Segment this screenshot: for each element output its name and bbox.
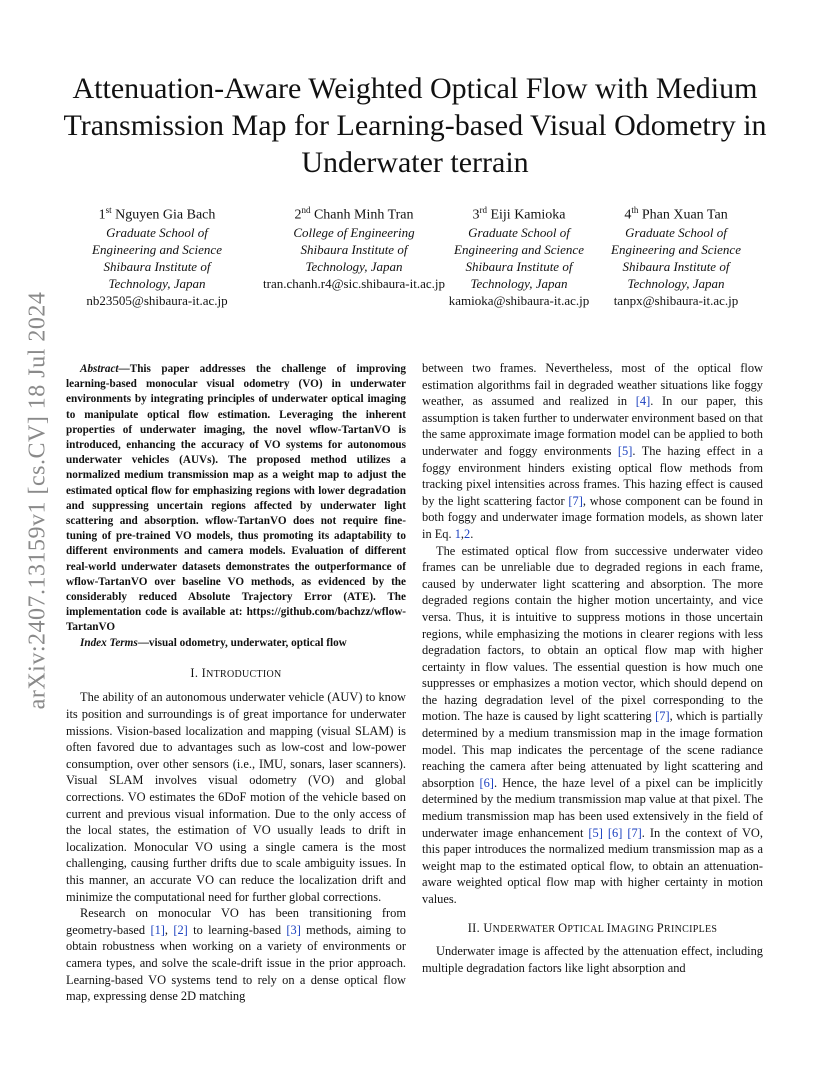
equation-link[interactable]: 1 bbox=[454, 526, 461, 541]
citation-link[interactable]: [6] bbox=[607, 825, 623, 840]
paragraph: Underwater image is affected by the attenuation effect, including multiple degradation factors like light absorption and bbox=[422, 944, 763, 975]
author-affiliation: Technology, Japan bbox=[470, 275, 568, 291]
citation-link[interactable]: [7] bbox=[627, 825, 642, 840]
author-name: 4th Phan Xuan Tan bbox=[624, 205, 728, 223]
index-terms-text: —visual odometry, underwater, optical flow bbox=[137, 636, 347, 649]
author-affiliation: Technology, Japan bbox=[305, 258, 403, 274]
citation-link[interactable]: [7] bbox=[568, 493, 583, 508]
author-name: 2nd Chanh Minh Tran bbox=[294, 205, 414, 223]
arxiv-identifier-text: arXiv:2407.13159v1 [cs.CV] 18 Jul 2024 bbox=[24, 291, 51, 709]
author-affiliation: Engineering and Science bbox=[611, 241, 741, 257]
author-email: tanpx@shibaura-it.ac.jp bbox=[613, 292, 739, 308]
author-email: tran.chanh.r4@sic.shibaura-it.ac.jp bbox=[263, 275, 445, 291]
author-affiliation: Engineering and Science bbox=[454, 241, 584, 257]
author-affiliation: Technology, Japan bbox=[627, 275, 725, 291]
author-affiliation: Shibaura Institute of bbox=[465, 258, 573, 274]
author-affiliation: Graduate School of bbox=[625, 224, 727, 240]
author-affiliation: Technology, Japan bbox=[108, 275, 206, 291]
author-affiliation: Shibaura Institute of bbox=[622, 258, 730, 274]
paragraph: Research on monocular VO has been transitioning from geometry-based [1], [2] to learning-based [3] methods, aiming to obtain robustness when working on a variety of environments or camera types, and solve the scale-drift issue in the prior approach. Learning-based VO systems tend to rely on a dense optical flow map, expressing dense 2D matching bbox=[66, 906, 406, 1004]
citation-link[interactable]: [5] bbox=[617, 443, 633, 458]
author-block-4 bbox=[600, 202, 752, 309]
citation-link[interactable]: [4] bbox=[635, 394, 651, 409]
equation-link[interactable]: 2 bbox=[464, 526, 471, 541]
paragraph: The ability of an autonomous underwater vehicle (AUV) to know its position and surroundings is of great importance for underwater missions. Vision-based localization and mapping (visual SLAM) is often favored due to advantages such as low-cost and low-power consumption, over other sensors (i.e., IMU, sonars, laser scanners). Visual SLAM involves visual odometry (VO) and global corrections. VO estimates the 6DoF motion of the vehicle based on current and previous visual information. Due to the only access of the local states, the estimation of VO usually leads to drift in localization. Monocular VO using a single camera is the most challenging, causing further drifts due to scale ambiguity issues. In this manner, an accurate VO can reduce the localization drift and minimize the computational need for further global corrections. bbox=[66, 690, 406, 904]
abstract-label: Abstract bbox=[80, 363, 119, 375]
citation-link[interactable]: [3] bbox=[286, 922, 301, 937]
author-affiliation: Shibaura Institute of bbox=[300, 241, 408, 257]
code-link[interactable]: https://github.com/bachzz/wflow-TartanVO bbox=[66, 606, 406, 634]
citation-link[interactable]: [1] bbox=[150, 922, 165, 937]
paragraph: between two frames. Nevertheless, most of the optical flow estimation algorithms fail in degraded weather situations like foggy weather, as assumed and realized in [4]. In our paper, this assumption is taken further to underwater environment based on that the same approximate image formation model can be applied to both underwater and foggy environments [5]. The hazing effect in a foggy environment hinders existing optical flow methods from tracking pixel intensities across frames. This hazing effect is caused by the light scattering factor [7], whose component can be found in both foggy and underwater image formation models, as shown later in Eq. 1,2. bbox=[422, 361, 763, 541]
abstract bbox=[66, 362, 406, 636]
right-column bbox=[422, 360, 763, 976]
citation-link[interactable]: [5] bbox=[588, 825, 603, 840]
section-heading-introduction: I. INTRODUCTION bbox=[190, 665, 282, 680]
author-affiliation: Graduate School of bbox=[468, 224, 570, 240]
paper-title: Attenuation-Aware Weighted Optical Flow with Medium Transmission Map for Learning-based Visual Odometry in Underwater terrain bbox=[63, 72, 767, 179]
citation-link[interactable]: [7] bbox=[655, 709, 670, 724]
author-name: 3rd Eiji Kamioka bbox=[472, 205, 566, 223]
paragraph: The estimated optical flow from successive underwater video frames can be unreliable due to degraded regions in each frame, caused by underwater light scattering and absorption. The more degraded regions contain the higher motion uncertainty, and vice versa. Thus, it is intuitive to suppress motions in those uncertain regions, while emphasizing the motions in clearer regions with less degradation factors, to obtain an optical flow map with higher certainty in flow values. The essential question is how much one suppresses or emphasizes a motion vector, which should depend on the hazing degradation level of the pixel corresponding to the motion. The haze is caused by light scattering [7], which is partially determined by a medium transmission map in the image formation model. This map indicates the percentage of the scene radiance reaching the camera after being attenuated by light scattering and absorption [6]. Hence, the haze level of a pixel can be implicitly determined by the medium transmission map value at that pixel. The medium transmission map has been used extensively in the field of underwater image enhancement [5] [6] [7]. In the context of VO, this paper introduces the normalized medium transmission map as a weight map to the estimated optical flow, to obtain an attenuation-aware weighted optical flow map with higher certainty in motion values. bbox=[422, 543, 763, 906]
citation-link[interactable]: [6] bbox=[479, 775, 494, 790]
abstract-text: —This paper addresses the challenge of improving learning-based monocular visual odometry (VO) in underwater environments by integrating principles of underwater optical imaging to manipulate optical flow estimation. Leveraging the inherent properties of underwater imaging, the novel wflow-TartanVO is introduced, enhancing the accuracy of VO systems for autonomous underwater vehicles (AUVs). The proposed method utilizes a normalized medium transmission map as a weight map to adjust the estimated optical flow for emphasizing regions with lower degradation and suppressing uncertain regions affected by underwater light scattering and absorption. wflow-TartanVO does not require fine-tuning of pre-trained VO models, thus promoting its adaptability to different environments and camera models. Evaluation of different real-world underwater datasets demonstrates the outperformance of wflow-TartanVO over baseline VO methods, as evidenced by the considerably reduced Absolute Trajectory Error (ATE). The implementation code is available at: bbox=[66, 363, 406, 619]
author-name: 1st Nguyen Gia Bach bbox=[98, 205, 216, 223]
left-column bbox=[66, 362, 406, 1005]
author-block-2 bbox=[238, 202, 470, 292]
section-heading-underwater-imaging: II. UNDERWATER OPTICAL IMAGING PRINCIPLES bbox=[467, 920, 718, 935]
author-block-1 bbox=[72, 202, 242, 309]
citation-link[interactable]: [2] bbox=[173, 922, 188, 937]
arxiv-identifier bbox=[19, 291, 56, 709]
author-affiliation: College of Engineering bbox=[293, 224, 415, 240]
index-terms bbox=[66, 636, 406, 651]
author-affiliation: Shibaura Institute of bbox=[103, 258, 211, 274]
author-block-3 bbox=[440, 202, 598, 309]
author-email: nb23505@shibaura-it.ac.jp bbox=[86, 292, 228, 308]
author-affiliation: Graduate School of bbox=[106, 224, 208, 240]
index-terms-label: Index Terms bbox=[80, 636, 138, 649]
author-email: kamioka@shibaura-it.ac.jp bbox=[448, 292, 590, 308]
author-affiliation: Engineering and Science bbox=[92, 241, 222, 257]
